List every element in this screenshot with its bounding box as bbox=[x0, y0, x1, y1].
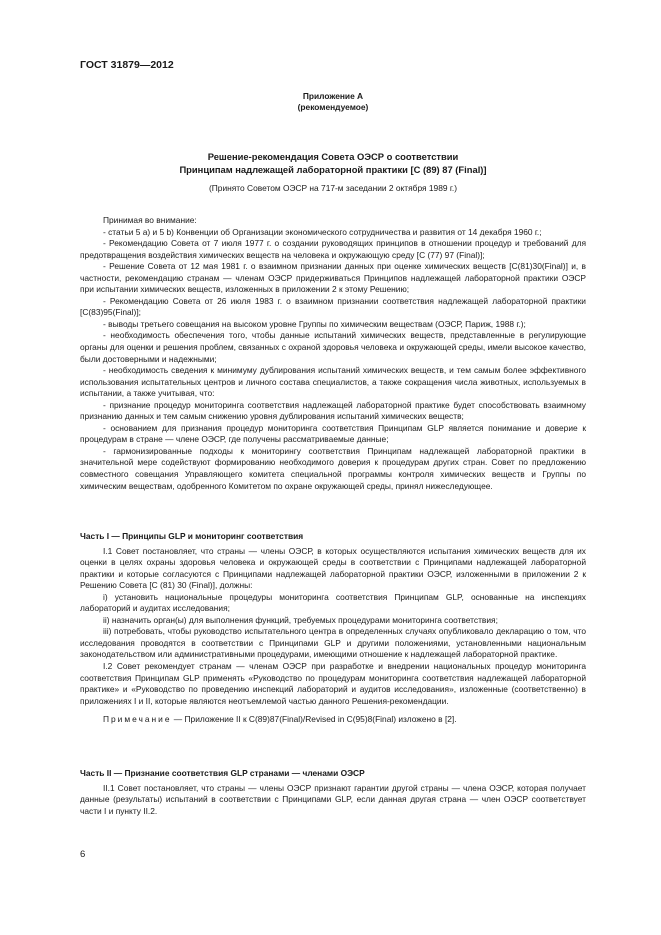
document-title bbox=[80, 151, 586, 176]
preamble-item: - Решение Совета от 12 мая 1981 г. о взаимном признании данных при оценке химических веществ [C(81)30(Final)] и, в частности, рекомендацию странам — членам ОЭСР придерживаться Принципов надлежащей лабораторной практики ОЭСР при испытании химических веществ, изложенных в приложении 2 к этому Решению; bbox=[80, 261, 586, 295]
standard-code: ГОСТ 31879—2012 bbox=[80, 59, 174, 71]
preamble-item: - Рекомендацию Совета от 26 июля 1983 г. о взаимном признании соответствия надлежащей лабораторной практики [C(83)95(Final)]; bbox=[80, 295, 586, 318]
clause-i-2: I.2 Совет рекомендует странам — членам ОЭСР при разработке и внедрении национальных процедур мониторинга соответствия Принципам GLP применять «Руководство по процедурам мониторинга соответствия надлежащей лабораторной практике» и «Руководство по проведению инспекций лабораторий и аудитов исследования», изложенные (соответственно) в приложениях I и II, которые являются неотъемлемой частью данного Решения-рекомендации. bbox=[80, 661, 586, 706]
clause-i-1: I.1 Совет постановляет, что страны — члены ОЭСР, в которых осуществляются испытания химических веществ для их оценки в целях охраны здоровья человека и окружающей среды в соответствии с Принципами надлежащей лабораторной практики и которые согласуются с Принципами надлежащей лабораторной практики ОЭСР, изложенными в приложении 2 к Решению Совета [C (81) 30 (Final)], должны: bbox=[80, 545, 586, 591]
part-2-heading: Часть II — Признание соответствия GLP странами — членами ОЭСР bbox=[80, 768, 365, 778]
note-text: — Приложение II к C(89)87(Final)/Revised in C(95)8(Final) изложено в [2]. bbox=[171, 714, 457, 725]
clause-item: i) установить национальные процедуры мониторинга соответствия Принципам GLP, основанные на инспекциях лабораторий и аудитах исследования; bbox=[80, 591, 586, 614]
preamble-item: - гармонизированные подходы к мониторингу соответствия Принципам надлежащей лабораторной практики в значительной мере содействуют формированию необходимого доверия к процедурам других стран. Совет по предложению совместного совещания Управляющего комитета специальной программы контроля химических веществ и Группы по химическим веществам, одобренного Комитетом по охране окружающей среды, принял нижеследующее. bbox=[80, 445, 586, 491]
preamble bbox=[80, 215, 586, 492]
preamble-item: - статьи 5 a) и 5 b) Конвенции об Организации экономического сотрудничества и развития от 14 декабря 1960 г.; bbox=[103, 226, 542, 237]
annex-heading bbox=[80, 91, 586, 113]
preamble-item: - основанием для признания процедур мониторинга соответствия Принципам GLP является понимание и доверие к процедурам в стране — члене ОЭСР, где получены рассматриваемые данные; bbox=[80, 422, 586, 445]
part-1 bbox=[80, 531, 586, 726]
clause-ii-1: II.1 Совет постановляет, что страны — члены ОЭСР признают гарантии другой страны — члена ОЭСР, которая получает данные (результаты) испытаний в соответствии с Принципами GLP, если данная другая страна — член ОЭСР соответствует части I и пункту II.2. bbox=[80, 782, 586, 816]
preamble-item: - необходимость сведения к минимуму дублирования испытаний химических веществ, и тем самым более эффективного использования испытательных центров и личного состава специалистов, а также сокращения числа животных, используемых в испытании, а также учитывая, что: bbox=[80, 365, 586, 399]
part-1-heading: Часть I — Принципы GLP и мониторинг соответствия bbox=[80, 531, 304, 541]
clause-item: iii) потребовать, чтобы руководство испытательного центра в определенных случаях опубликовало декларацию о том, что исследования проводятся в соответствии с Принципами GLP и другими положениями, установленными национальным законодательством или административными процедурами, имеющими отношение к надлежащей лабораторной практике. bbox=[80, 626, 586, 660]
preamble-intro: Принимая во внимание: bbox=[103, 215, 197, 225]
title-line-2: Принципам надлежащей лабораторной практики [C (89) 87 (Final)] bbox=[179, 163, 487, 175]
note bbox=[80, 714, 586, 726]
part-2 bbox=[80, 768, 586, 817]
preamble-item: - необходимость обеспечения того, чтобы данные испытаний химических веществ, представленные в регулирующие органы для оценки и решения проблем, связанных с охраной здоровья человека и окружающей среды, имели высокое качество, были достоверными и надежными; bbox=[80, 330, 586, 364]
preamble-item: - Рекомендацию Совета от 7 июля 1977 г. о создании руководящих принципов в отношении процедур и требований для предотвращения воздействия химических веществ на человека и окружающую среду [C (77) 97 (Final)]; bbox=[80, 238, 586, 260]
clause-item: ii) назначить орган(ы) для выполнения функций, требуемых процедурами мониторинга соответствия; bbox=[103, 614, 498, 625]
note-label: Примечание bbox=[103, 714, 172, 725]
preamble-item: - признание процедур мониторинга соответствия надлежащей лабораторной практике будет способствовать взаимному признанию данных и тем самым снижению уровня дублирования испытаний химических веществ; bbox=[80, 399, 586, 422]
adoption-note: (Принято Советом ОЭСР на 717-м заседании 2 октября 1989 г.) bbox=[208, 183, 458, 193]
annex-label: Приложение А bbox=[302, 91, 364, 101]
page-number: 6 bbox=[80, 849, 86, 860]
title-line-1: Решение-рекомендация Совета ОЭСР о соответствии bbox=[207, 151, 459, 162]
annex-status: (рекомендуемое) bbox=[297, 102, 369, 112]
preamble-item: - выводы третьего совещания на высоком уровне Группы по химическим веществам (ОЭСР, Париж, 1988 г.); bbox=[103, 318, 526, 329]
